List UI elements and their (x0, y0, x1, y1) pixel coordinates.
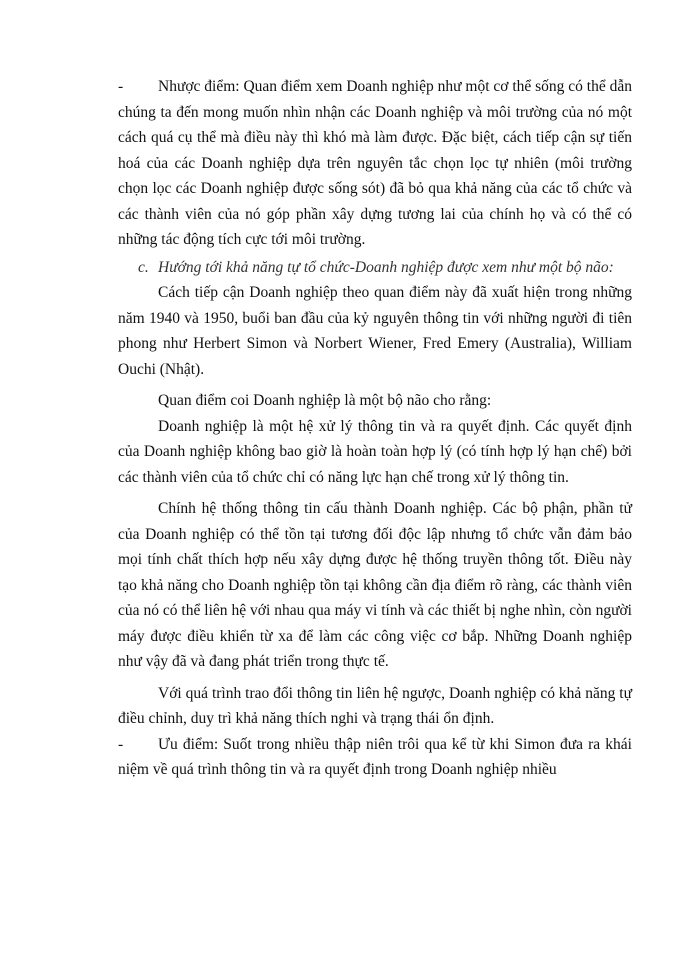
viewpoint-intro-paragraph: Quan điểm coi Doanh nghiệp là một bộ não cho rằng: (158, 392, 492, 409)
info-processing-paragraph: Doanh nghiệp là một hệ xử lý thông tin và ra quyết định. Các quyết định của Doanh nghiệp không bao giờ là hoàn toàn hợp lý (có tính hợp lý hạn chế) bởi các thành viên của tổ chức chỉ có năng lực hạn chế trong xử lý thông tin. (118, 417, 632, 486)
bullet-dash: - (118, 78, 124, 95)
bullet-dash: - (118, 735, 124, 753)
advantages-paragraph (118, 732, 632, 783)
section-heading-c (118, 255, 632, 281)
document-page (118, 74, 632, 783)
advantages-text: Ưu điểm: Suốt trong nhiều thập niên trôi qua kể từ khi Simon đưa ra khái niệm về quá trình thông tin và ra quyết định trong Doanh nghiệp nhiều (118, 735, 632, 778)
approach-paragraph: Cách tiếp cận Doanh nghiệp theo quan điểm này đã xuất hiện trong những năm 1940 và 1950, buổi ban đầu của kỷ nguyên thông tin với những người đi tiên phong như Herbert Simon và Norbert Wiener, Fred Emery (Australia), William Ouchi (Nhật). (118, 284, 632, 378)
feedback-paragraph: Với quá trình trao đổi thông tin liên hệ ngược, Doanh nghiệp có khả năng tự điều chỉnh, duy trì khả năng thích nghi và trạng thái ổn định. (118, 684, 632, 727)
disadvantages-paragraph (118, 74, 632, 253)
heading-marker: c. (138, 258, 149, 276)
info-system-paragraph: Chính hệ thống thông tin cấu thành Doanh nghiệp. Các bộ phận, phần tử của Doanh nghiệp có thể tồn tại tương đối độc lập nhưng tổ chức vẫn đảm bảo mọi tính chất thích hợp nếu xây dựng được hệ thống truyền thông tốt. Điều này tạo khả năng cho Doanh nghiệp tồn tại không cần địa điểm rõ ràng, các thành viên của nó có thể liên hệ với nhau qua máy vi tính và các thiết bị nghe nhìn, còn người máy được điều khiển từ xa để làm các công việc cơ bắp. Những Doanh nghiệp như vậy đã và đang phát triển trong thực tế. (118, 500, 632, 670)
heading-text: Hướng tới khả năng tự tổ chức-Doanh nghiệp được xem như một bộ não: (158, 258, 614, 276)
disadvantages-text: Nhược điểm: Quan điểm xem Doanh nghiệp như một cơ thể sống có thể dẫn chúng ta đến mong muốn nhìn nhận các Doanh nghiệp và môi trường của nó một cách quá cụ thể mà điều này thì khó mà làm được. Đặc biệt, cách tiếp cận sự tiến hoá của các Doanh nghiệp dựa trên nguyên tắc chọn lọc tự nhiên (môi trường chọn lọc các Doanh nghiệp được sống sót) đã bỏ qua khả năng của các tổ chức và các thành viên của nó góp phần xây dựng tương lai của chính họ và có thể có những tác động tích cực tới môi trường. (118, 78, 632, 248)
